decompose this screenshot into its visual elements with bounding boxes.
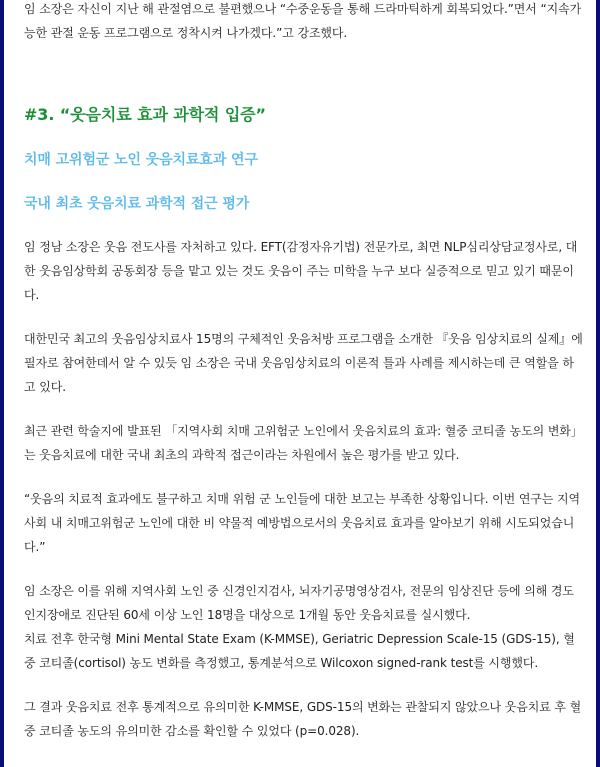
spacer	[24, 215, 584, 235]
spacer	[24, 127, 584, 149]
spacer	[24, 559, 584, 579]
paragraph-methodology: 임 소장은 이를 위해 지역사회 노인 중 신경인지검사, 뇌자기공명영상검사, 전문의 임상진단 등에 의해 경도인지장애로 진단된 60세 이상 노인 18명을 대상으로 1개월 동안 웃음치료를 실시했다.	[24, 584, 574, 622]
spacer	[24, 467, 584, 487]
subheading-research: 치매 고위험군 노인 웃음치료효과 연구	[24, 152, 258, 168]
paragraph-journal-publication: 최근 관련 학술지에 발표된 「지역사회 치매 고위험군 노인에서 웃음치료의 효과: 혈중 코티졸 농도의 변화」는 웃음치료에 대한 국내 최초의 과학적 접근이라는 차원에서 높은 평가를 받고 있다.	[24, 424, 583, 462]
section-heading: #3. “웃음치료 효과 과학적 입증”	[24, 105, 266, 124]
paragraph-measurement: 치료 전후 한국형 Mini Mental State Exam (K-MMSE), Geriatric Depression Scale-15 (GDS-15), 혈중 코티졸(cortisol) 농도 변화를 측정했고, 통계분석으로 Wilcoxon signed-rank test를 시행했다.	[24, 632, 575, 670]
paragraph-laughter-evangelist: 임 정남 소장은 웃음 전도사를 자처하고 있다. EFT(감정자유기법) 전문가로, 최면 NLP심리상담교정사로, 대한 웃음임상학회 공동회장 등을 맡고 있는 것도 웃음이 주는 미학을 누구 보다 실증적으로 믿고 있기 때문이다.	[24, 240, 578, 302]
article-body	[24, 0, 584, 743]
intro-paragraph: 임 소장은 자신이 지난 해 관절염으로 불편했으나 “수중운동을 통해 드라마틱하게 회복되었다.”면서 “지속가능한 관절 운동 프로그램으로 정착시켜 나가겠다.”고 강조했다.	[24, 2, 582, 40]
spacer	[24, 307, 584, 327]
spacer	[24, 675, 584, 695]
paragraph-results: 그 결과 웃음치료 전후 통계적으로 유의미한 K-MMSE, GDS-15의 변화는 관찰되지 않았으나 웃음치료 후 혈중 코티졸 농도의 유의미한 감소를 확인할 수 있었다 (p=0.028).	[24, 700, 582, 738]
spacer	[24, 399, 584, 419]
paragraph-book-contribution: 대한민국 최고의 웃음임상치료사 15명의 구체적인 웃음처방 프로그램을 소개한 『웃음 임상치료의 실제』에 필자로 참여한데서 알 수 있듯 임 소장은 국내 웃음임상치료의 이론적 틀과 사례를 제시하는데 큰 역할을 하고 있다.	[24, 332, 583, 394]
subheading-evaluation: 국내 최초 웃음치료 과학적 접근 평가	[24, 196, 250, 212]
spacer	[24, 45, 584, 103]
paragraph-quote: “웃음의 치료적 효과에도 불구하고 치매 위험 군 노인들에 대한 보고는 부족한 상황입니다. 이번 연구는 지역사회 내 치매고위험군 노인에 대한 비 약물적 예방법으로서의 웃음치료 효과를 알아보기 위해 시도되었습니다.”	[24, 492, 580, 554]
